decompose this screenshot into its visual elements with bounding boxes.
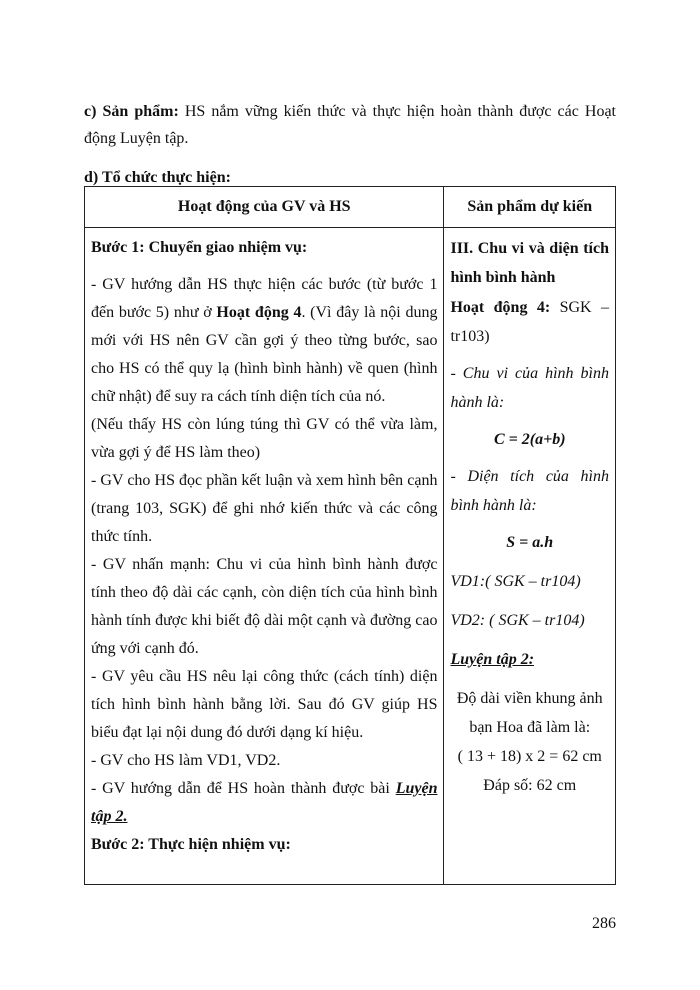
left-paragraph-1: [91, 271, 437, 411]
p7-practice-ref: Luyện tập 2.: [91, 780, 438, 825]
table-body-row: [85, 228, 616, 885]
example-2: VD2: ( SGK – tr104): [450, 612, 585, 629]
area-text: - Diện tích của hình bình hành là:: [450, 468, 609, 514]
answer-line-3: Đáp số: 62 cm: [483, 777, 577, 794]
header-teacher-student: Hoạt động của GV và HS: [85, 187, 444, 228]
practice-title: Luyện tập 2:: [450, 651, 535, 668]
p1-text-c: . (Vì đây là nội dung mới với HS nên GV cần gợi ý theo từng bước, sao cho HS có thể quy lạ (hình bình hành) về quen (hình chữ nhật) để suy ra cách tính diện tích của nó.: [91, 304, 438, 405]
p7-text: - GV hướng dẫn để HS hoàn thành được bài: [91, 780, 396, 797]
right-cell: [444, 228, 616, 885]
p1-activity-ref: Hoạt động 4: [216, 304, 302, 321]
section-d-heading: d) Tổ chức thực hiện:: [84, 169, 231, 186]
perimeter-text: - Chu vi của hình bình hành là:: [450, 365, 609, 411]
activity-table: [84, 186, 616, 885]
activity-label: Hoạt động 4:: [450, 299, 551, 316]
section-c-paragraph: [84, 98, 616, 152]
left-paragraph-4: - GV nhấn mạnh: Chu vi của hình bình hành được tính theo độ dài các cạnh, còn diện tích của hình bình hành tính được khi biết độ dài một cạnh và đường cao ứng với cạnh đó.: [91, 556, 438, 657]
area-formula: S = a.h: [506, 534, 554, 551]
left-paragraph-6: - GV cho HS làm VD1, VD2.: [91, 752, 281, 769]
p1-text-a: - GV hướng dẫn HS thực hiện các bước (từ bước 1 đến bước 5) như ở: [91, 276, 438, 321]
step2-title: Bước 2: Thực hiện nhiệm vụ:: [91, 836, 291, 853]
section-c-label: c) Sản phẩm:: [84, 103, 179, 120]
left-paragraph-2: (Nếu thấy HS còn lúng túng thì GV có thể vừa làm, vừa gợi ý để HS làm theo): [91, 416, 438, 461]
left-paragraph-3: - GV cho HS đọc phần kết luận và xem hình bên cạnh (trang 103, SGK) để ghi nhớ kiến thức và các công thức tính.: [91, 472, 438, 545]
answer-line-2: ( 13 + 18) x 2 = 62 cm: [457, 748, 602, 765]
perimeter-formula: C = 2(a+b): [493, 431, 566, 448]
activity-line: [450, 293, 609, 351]
example-1: VD1:( SGK – tr104): [450, 573, 581, 590]
page-number: 286: [592, 915, 616, 932]
left-paragraph-5: - GV yêu cầu HS nêu lại công thức (cách tính) diện tích hình bình hành bằng lời. Sau đó GV giúp HS biểu đạt lại nội dung đó dưới dạng kí hiệu.: [91, 668, 438, 741]
step1-title: Bước 1: Chuyển giao nhiệm vụ:: [91, 239, 308, 256]
answer-line-1: Độ dài viền khung ảnh bạn Hoa đã làm là:: [456, 690, 603, 736]
left-paragraph-7: [91, 775, 437, 831]
activity-ref: SGK – tr103): [450, 299, 609, 345]
left-cell: [85, 228, 444, 885]
right-heading: III. Chu vi và diện tích hình bình hành: [450, 240, 609, 286]
table-header-row: [85, 187, 616, 228]
header-expected-product: Sản phẩm dự kiến: [444, 187, 616, 228]
section-c-text: HS nắm vững kiến thức và thực hiện hoàn thành được các Hoạt động Luyện tập.: [84, 103, 616, 147]
